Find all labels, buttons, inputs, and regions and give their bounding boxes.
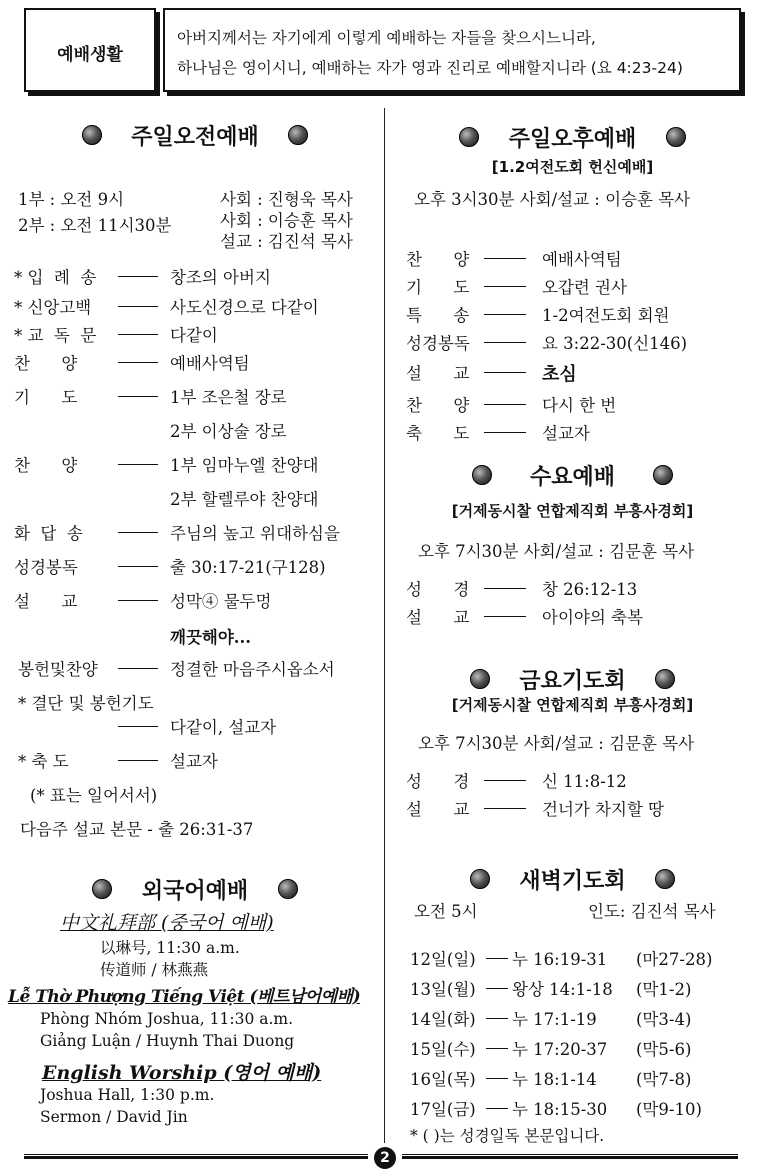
dawn-text: 왕상 14:1-18 xyxy=(512,980,613,999)
order-label: 특 송 xyxy=(406,306,470,325)
order-value: 아이야의 축복 xyxy=(542,608,643,627)
order-value: 오갑련 권사 xyxy=(542,278,627,297)
dawn-ref: (마27-28) xyxy=(636,950,713,969)
dawn-leader: 인도: 김진석 목사 xyxy=(588,902,716,921)
order-label: 찬 양 xyxy=(406,250,470,269)
dash-line xyxy=(486,958,508,959)
dash-line xyxy=(484,780,526,781)
vietnamese-title: Lễ Thờ Phượng Tiếng Việt (베트남어예배) xyxy=(8,987,361,1007)
order-label: 축 도 xyxy=(406,424,470,443)
english-line-2: Sermon / David Jin xyxy=(40,1108,188,1126)
header-label-box xyxy=(24,8,156,92)
wednesday-time-leader: 오후 7시30분 사회/설교 : 김문훈 목사 xyxy=(418,542,695,561)
dawn-ref: (막9-10) xyxy=(636,1100,702,1119)
order-label: 화 답 송 xyxy=(14,524,83,543)
footer-rule-left xyxy=(24,1154,368,1159)
blessing-label: * 축 도 xyxy=(18,752,69,771)
bullet-ball-icon xyxy=(653,465,673,485)
morning-title-row xyxy=(20,120,370,151)
order-label: 설 교 xyxy=(406,364,470,383)
dash-line xyxy=(486,1048,508,1049)
friday-subtitle: [거제동시찰 연합제직회 부흥사경회] xyxy=(451,696,694,714)
chinese-line-2: 传道师 / 林燕燕 xyxy=(100,961,209,979)
bullet-ball-icon xyxy=(655,869,675,889)
order-value: 건너가 차지할 땅 xyxy=(542,800,665,819)
vietnamese-line-2: Giảng Luận / Huynh Thai Duong xyxy=(40,1032,295,1050)
order-label: * 신앙고백 xyxy=(14,298,92,317)
order-label: 성경봉독 xyxy=(406,334,470,353)
dash-line xyxy=(484,404,526,405)
order-value: 주님의 높고 위대하심을 xyxy=(170,524,340,543)
dawn-time: 오전 5시 xyxy=(414,902,478,921)
order-value: 설교자 xyxy=(542,424,590,443)
order-value: 다시 한 번 xyxy=(542,396,617,415)
order-value: 신 11:8-12 xyxy=(542,772,627,791)
bullet-ball-icon xyxy=(288,125,308,145)
foreign-title-row xyxy=(20,874,370,905)
order-value: 창조의 아버지 xyxy=(170,268,271,287)
leader-3: 설교 : 김진석 목사 xyxy=(220,232,353,251)
order-value: 1-2여전도회 회원 xyxy=(542,306,670,325)
friday-title: 금요기도회 xyxy=(519,669,626,694)
afternoon-title-row xyxy=(400,122,745,153)
dash-line xyxy=(484,372,526,373)
decision-value: 다같이, 설교자 xyxy=(170,718,277,737)
bullet-ball-icon xyxy=(278,879,298,899)
page-number: 2 xyxy=(374,1147,396,1169)
footer-rule-right xyxy=(402,1154,738,1159)
dash-line xyxy=(486,1078,508,1079)
afternoon-subtitle: [1.2여전도회 헌신예배] xyxy=(491,158,654,176)
dawn-day: 14일(화) xyxy=(410,1010,476,1029)
order-value: 사도신경으로 다같이 xyxy=(170,298,319,317)
verse-line-1: 아버지께서는 자기에게 이렇게 예배하는 자들을 찾으시느니라, xyxy=(177,29,596,47)
order-value: 1부 조은철 장로 xyxy=(170,388,287,407)
order-value: 예배사역팀 xyxy=(542,250,622,269)
order-label: * 교 독 문 xyxy=(14,326,97,345)
order-value: 초심 xyxy=(542,364,577,385)
dawn-ref: (막3-4) xyxy=(636,1010,692,1029)
leader-2: 사회 : 이승훈 목사 xyxy=(220,211,353,230)
column-divider xyxy=(384,108,385,1143)
dawn-day: 17일(금) xyxy=(410,1100,476,1119)
dawn-day: 15일(수) xyxy=(410,1040,476,1059)
dawn-text: 누 18:15-30 xyxy=(512,1100,608,1119)
leader-1: 사회 : 진형욱 목사 xyxy=(220,190,353,209)
dash-line xyxy=(484,808,526,809)
dash-line xyxy=(118,306,158,307)
service-1-time: 1부 : 오전 9시 xyxy=(18,190,125,209)
standing-note: (* 표는 일어서서) xyxy=(30,786,158,805)
order-label: 찬 양 xyxy=(14,354,78,373)
dawn-text: 누 18:1-14 xyxy=(512,1070,597,1089)
order-value: 요 3:22-30(신146) xyxy=(542,334,688,353)
dash-line xyxy=(118,396,158,397)
order-label: 기 도 xyxy=(406,278,470,297)
order-value: 성막④ 물두멍 xyxy=(170,592,272,611)
chinese-title: 中文礼拜部 (중국어 예배) xyxy=(60,912,274,934)
wednesday-title: 수요예배 xyxy=(529,465,615,490)
dawn-ref: (막1-2) xyxy=(636,980,692,999)
wednesday-title-row xyxy=(400,460,745,491)
header-label: 예배생활 xyxy=(57,45,123,65)
bullet-ball-icon xyxy=(470,669,490,689)
dash-line xyxy=(118,532,158,533)
order-label: 성 경 xyxy=(406,580,470,599)
dawn-text: 누 17:1-19 xyxy=(512,1010,597,1029)
friday-title-row xyxy=(400,664,745,695)
dash-line xyxy=(486,1018,508,1019)
bullet-ball-icon xyxy=(82,125,102,145)
dawn-day: 13일(월) xyxy=(410,980,476,999)
order-label: 성경봉독 xyxy=(14,558,78,577)
order-label: 설 교 xyxy=(14,592,78,611)
dash-line xyxy=(484,588,526,589)
vietnamese-line-1: Phòng Nhóm Joshua, 11:30 a.m. xyxy=(40,1010,294,1028)
order-value: 1부 임마누엘 찬양대 xyxy=(170,456,319,475)
order-value: 2부 이상술 장로 xyxy=(170,422,287,441)
afternoon-time-leader: 오후 3시30분 사회/설교 : 이승훈 목사 xyxy=(414,190,691,209)
order-value: 2부 할렐루야 찬양대 xyxy=(170,490,319,509)
order-value: 창 26:12-13 xyxy=(542,580,638,599)
dash-line xyxy=(484,616,526,617)
sermon-title: 깨끗해야... xyxy=(170,628,251,647)
order-value: 다같이 xyxy=(170,326,218,345)
bullet-ball-icon xyxy=(472,465,492,485)
bullet-ball-icon xyxy=(666,127,686,147)
dash-line xyxy=(118,276,158,277)
english-title: English Worship (영어 예배) xyxy=(42,1062,322,1084)
bullet-ball-icon xyxy=(470,869,490,889)
order-label: 찬 양 xyxy=(14,456,78,475)
bullet-ball-icon xyxy=(655,669,675,689)
bullet-ball-icon xyxy=(459,127,479,147)
service-2-time: 2부 : 오전 11시30분 xyxy=(18,216,172,235)
next-sermon: 다음주 설교 본문 - 출 26:31-37 xyxy=(20,820,254,839)
header-verse-box xyxy=(163,8,741,92)
offering-value: 정결한 마음주시옵소서 xyxy=(170,660,335,679)
dash-line xyxy=(486,1108,508,1109)
order-label: 설 교 xyxy=(406,800,470,819)
dawn-title-row xyxy=(400,864,745,895)
dawn-day: 16일(목) xyxy=(410,1070,476,1089)
dawn-text: 누 17:20-37 xyxy=(512,1040,608,1059)
dawn-day: 12일(일) xyxy=(410,950,476,969)
blessing-value: 설교자 xyxy=(170,752,218,771)
order-value: 출 30:17-21(구128) xyxy=(170,558,326,577)
dash-line xyxy=(118,362,158,363)
order-value: 예배사역팀 xyxy=(170,354,250,373)
dash-line xyxy=(484,286,526,287)
dawn-title: 새벽기도회 xyxy=(519,869,626,894)
dash-line xyxy=(484,258,526,259)
order-label: 기 도 xyxy=(14,388,78,407)
dawn-ref: (막7-8) xyxy=(636,1070,692,1089)
morning-title: 주일오전예배 xyxy=(131,125,259,150)
dawn-note: * ( )는 성경일독 본문입니다. xyxy=(410,1127,605,1145)
english-line-1: Joshua Hall, 1:30 p.m. xyxy=(40,1086,215,1104)
chinese-line-1: 以琳号, 11:30 a.m. xyxy=(100,939,240,957)
wednesday-subtitle: [거제동시찰 연합제직회 부흥사경회] xyxy=(451,502,694,520)
friday-time-leader: 오후 7시30분 사회/설교 : 김문훈 목사 xyxy=(418,734,695,753)
afternoon-title: 주일오후예배 xyxy=(508,127,637,152)
dash-line xyxy=(484,314,526,315)
offering-label: 봉헌및찬양 xyxy=(18,660,98,679)
dash-line xyxy=(484,342,526,343)
dash-line xyxy=(118,334,158,335)
dash-line xyxy=(118,464,158,465)
foreign-title: 외국어예배 xyxy=(141,879,249,904)
dash-line xyxy=(486,988,508,989)
dash-line xyxy=(118,726,158,727)
dawn-text: 누 16:19-31 xyxy=(512,950,608,969)
order-label: 성 경 xyxy=(406,772,470,791)
dash-line xyxy=(484,432,526,433)
decision-label: * 결단 및 봉헌기도 xyxy=(18,694,154,713)
dash-line xyxy=(118,760,158,761)
bullet-ball-icon xyxy=(92,879,112,899)
verse-line-2: 하나님은 영이시니, 예배하는 자가 영과 진리로 예배할지니라 (요 4:23-24) xyxy=(177,59,683,77)
dawn-ref: (막5-6) xyxy=(636,1040,692,1059)
dash-line xyxy=(118,668,158,669)
dash-line xyxy=(118,566,158,567)
dash-line xyxy=(118,600,158,601)
order-label: 찬 양 xyxy=(406,396,470,415)
order-label: 설 교 xyxy=(406,608,470,627)
order-label: * 입 례 송 xyxy=(14,268,97,287)
